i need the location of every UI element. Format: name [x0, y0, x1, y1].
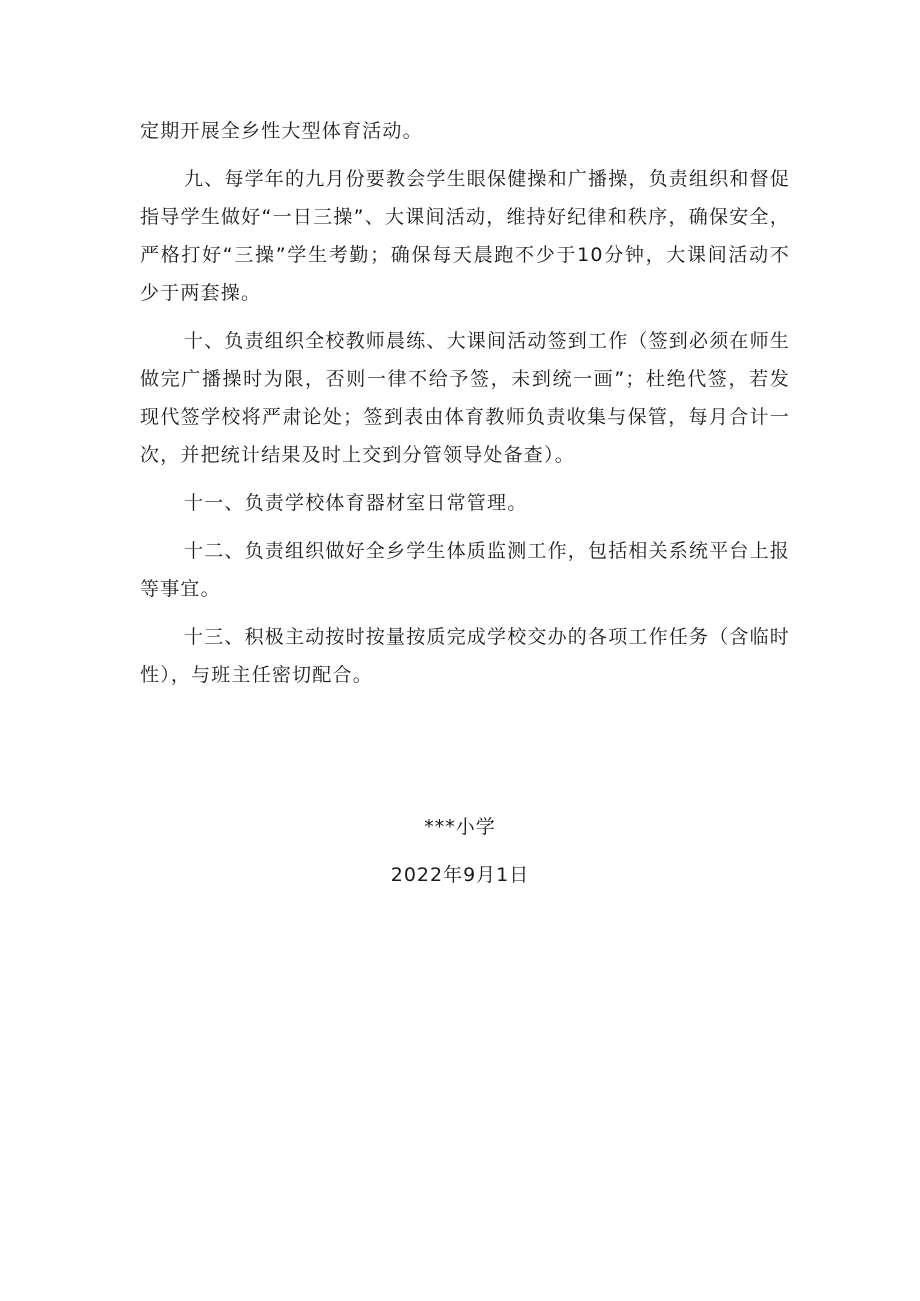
document-body [140, 112, 790, 704]
paragraph-item-10: 十、负责组织全校教师晨练、大课间活动签到工作（签到必须在师生做完广播操时为限，否则一律不给予签，未到统一画”；杜绝代签，若发现代签学校将严肃论处；签到表由体育教师负责收集与保管，每月合计一次，并把统计结果及时上交到分管领导处备查）。 [140, 330, 791, 466]
signature-date: 2022年9月1日 [390, 864, 530, 886]
signature-organization: ***小学 [424, 816, 496, 838]
paragraph-continuation: 定期开展全乡性大型体育活动。 [140, 120, 423, 142]
paragraph-item-9: 九、每学年的九月份要教会学生眼保健操和广播操，负责组织和督促指导学生做好“一日三操”、大课间活动，维持好纪律和秩序，确保安全，严格打好“三操”学生考勤；确保每天晨跑不少于10分钟，大课间活动不少于两套操。 [140, 168, 791, 304]
paragraph-item-12: 十二、负责组织做好全乡学生体质监测工作，包括相关系统平台上报等事宜。 [140, 540, 791, 600]
paragraph-item-11: 十一、负责学校体育器材室日常管理。 [184, 492, 528, 514]
paragraph-item-13: 十三、积极主动按时按量按质完成学校交办的各项工作任务（含临时性），与班主任密切配合。 [140, 626, 791, 686]
